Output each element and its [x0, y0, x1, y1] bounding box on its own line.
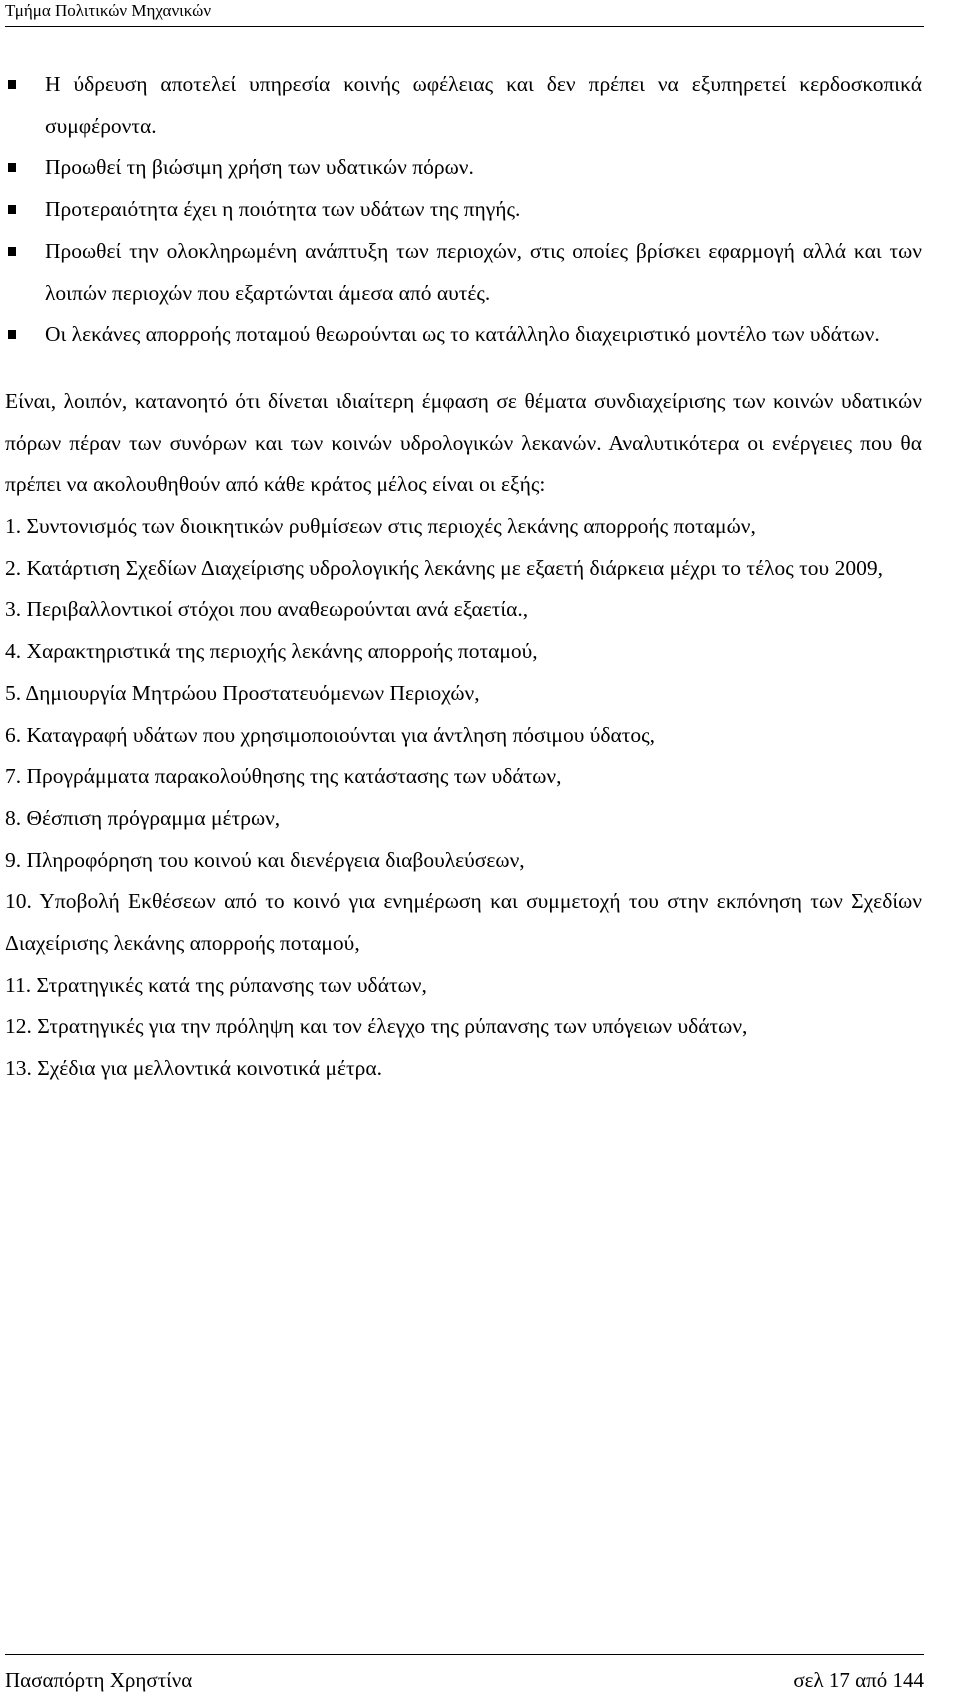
numbered-item: 10. Υποβολή Εκθέσεων από το κοινό για ενημέρωση και συμμετοχή του στην εκπόνηση των Σχεδίων Διαχείρισης λεκάνης απορροής ποταμού,: [5, 889, 922, 956]
bullet-item: [45, 147, 922, 189]
footer-divider: [5, 1654, 924, 1655]
numbered-item: 8. Θέσπιση πρόγραμμα μέτρων,: [5, 805, 281, 830]
numbered-item: 9. Πληροφόρηση του κοινού και διενέργεια διαβουλεύσεων,: [5, 847, 525, 872]
square-bullet-icon: [8, 80, 16, 89]
bullet-text: Προωθεί τη βιώσιμη χρήση των υδατικών πόρων.: [45, 155, 474, 180]
numbered-item: 2. Κατάρτιση Σχεδίων Διαχείρισης υδρολογικής λεκάνης με εξαετή διάρκεια μέχρι το τέλος του 2009,: [5, 555, 883, 580]
numbered-item: 13. Σχέδια για μελλοντικά κοινοτικά μέτρα.: [5, 1056, 383, 1081]
square-bullet-icon: [8, 205, 16, 214]
numbered-item: 1. Συντονισμός των διοικητικών ρυθμίσεων στις περιοχές λεκάνης απορροής ποταμών,: [5, 514, 756, 539]
numbered-item: 4. Χαρακτηριστικά της περιοχής λεκάνης απορροής ποταμού,: [5, 639, 538, 664]
square-bullet-icon: [8, 247, 16, 256]
body-paragraph: Είναι, λοιπόν, κατανοητό ότι δίνεται ιδιαίτερη έμφαση σε θέματα συνδιαχείρισης των κοινών υδατικών πόρων πέραν των συνόρων και των κοινών υδρολογικών λεκανών. Αναλυτικότερα οι ενέργειες που θα πρέπει να ακολουθηθούν από κάθε κράτος μέλος είναι οι εξής:: [5, 388, 922, 497]
page-body: [5, 64, 922, 1090]
numbered-list: [5, 506, 922, 1090]
footer-author: Πασαπόρτη Χρηστίνα: [5, 1668, 193, 1692]
footer-page-number: σελ 17 από 144: [793, 1668, 924, 1692]
bullet-text: Προτεραιότητα έχει η ποιότητα των υδάτων της πηγής.: [45, 197, 521, 222]
numbered-item: 5. Δημιουργία Μητρώου Προστατευόμενων Περιοχών,: [5, 680, 480, 705]
numbered-item: 7. Προγράμματα παρακολούθησης της κατάστασης των υδάτων,: [5, 764, 562, 789]
bullet-text: Η ύδρευση αποτελεί υπηρεσία κοινής ωφέλειας και δεν πρέπει να εξυπηρετεί κερδοσκοπικά συμφέροντα.: [45, 72, 922, 138]
numbered-item: 6. Καταγραφή υδάτων που χρησιμοποιούνται για άντληση πόσιμου ύδατος,: [5, 722, 656, 747]
bullet-list: [5, 64, 922, 356]
header-department: Τμήμα Πολιτικών Μηχανικών: [5, 1, 212, 20]
bullet-item: [45, 64, 922, 147]
square-bullet-icon: [8, 163, 16, 172]
square-bullet-icon: [8, 330, 16, 339]
bullet-item: [45, 314, 922, 356]
bullet-item: [45, 189, 922, 231]
numbered-item: 11. Στρατηγικές κατά της ρύπανσης των υδάτων,: [5, 972, 427, 997]
bullet-text: Προωθεί την ολοκληρωμένη ανάπτυξη των περιοχών, στις οποίες βρίσκει εφαρμογή αλλά και των λοιπών περιοχών που εξαρτώνται άμεσα από αυτές.: [45, 238, 922, 305]
numbered-item: 12. Στρατηγικές για την πρόληψη και τον έλεγχο της ρύπανσης των υπόγειων υδάτων,: [5, 1014, 748, 1039]
numbered-item: 3. Περιβαλλοντικοί στόχοι που αναθεωρούνται ανά εξαετία.,: [5, 597, 529, 622]
bullet-text: Οι λεκάνες απορροής ποταμού θεωρούνται ως το κατάλληλο διαχειριστικό μοντέλο των υδάτων.: [45, 322, 880, 347]
page-header: [5, 0, 924, 27]
bullet-item: [45, 231, 922, 314]
